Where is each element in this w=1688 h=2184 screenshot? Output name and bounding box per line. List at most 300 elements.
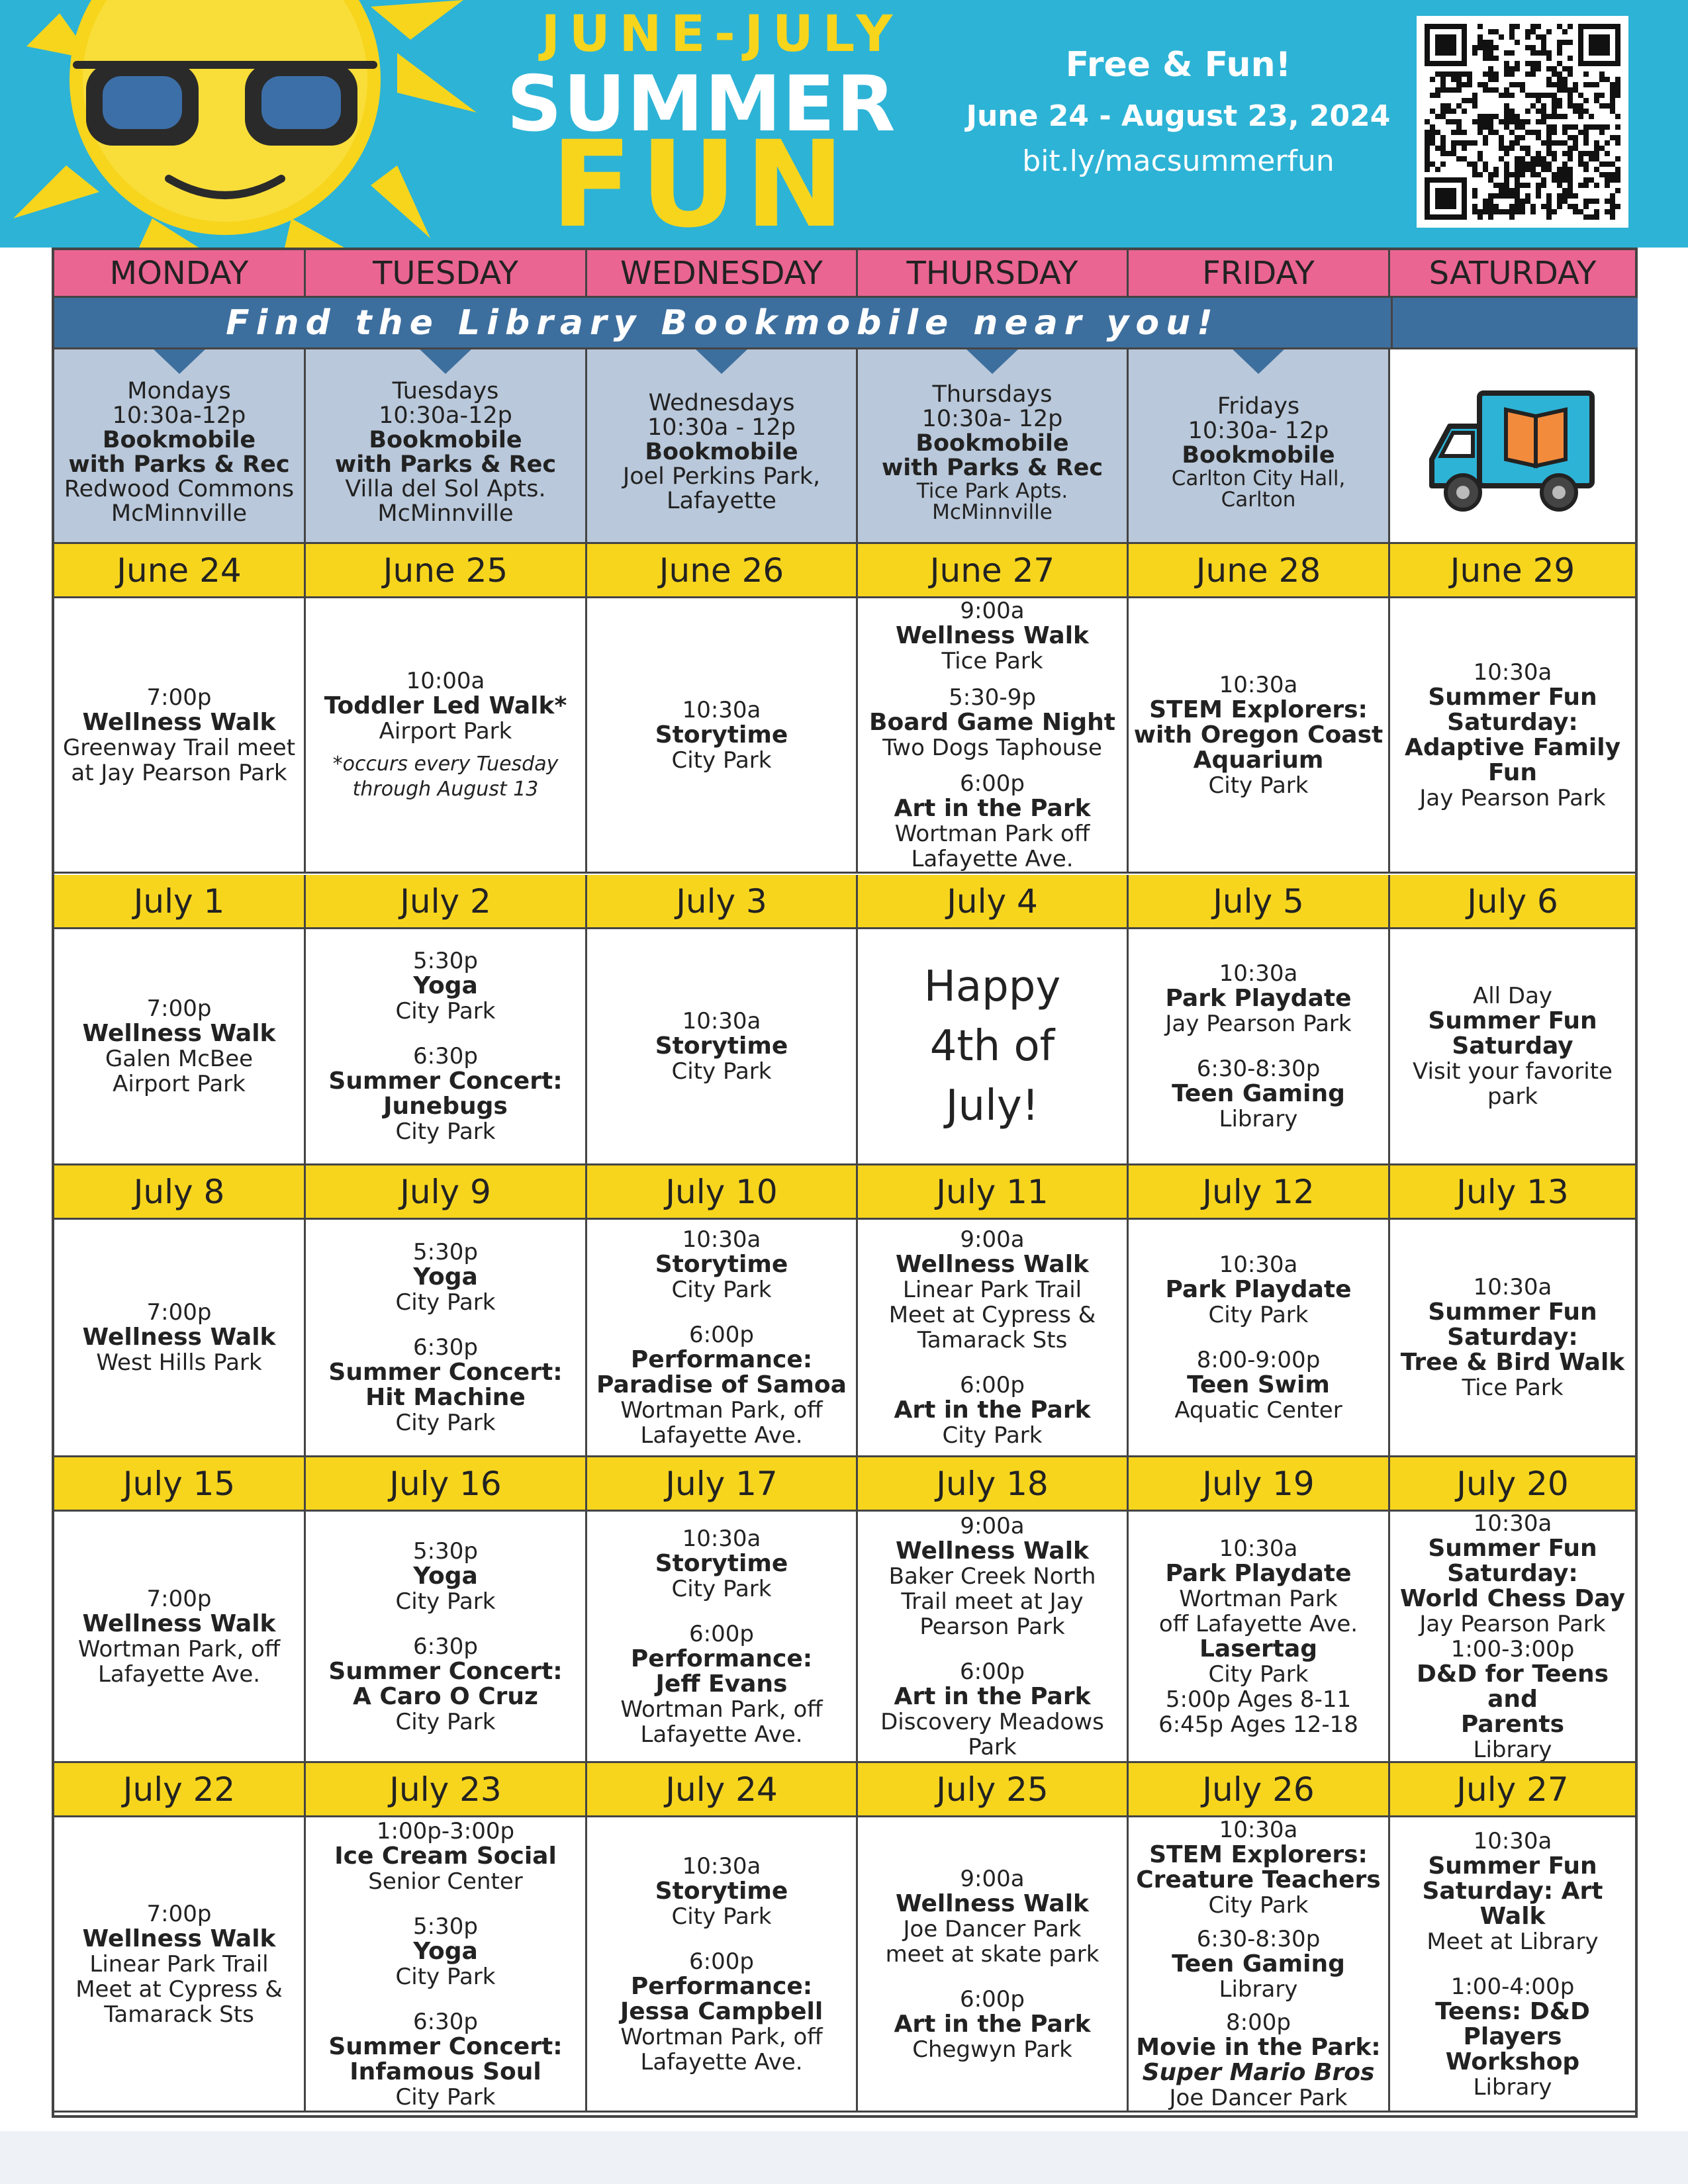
event-title: Wellness Walk [82, 1610, 276, 1637]
event-title: Wellness Walk [896, 1889, 1089, 1917]
event-title: with Oregon Coast [1133, 721, 1383, 749]
arrow-down-icon [152, 349, 207, 374]
event-location: Lafayette Ave. [640, 2048, 803, 2075]
event-time: 10:30a [1219, 1817, 1298, 1843]
bm-day: Wednesdays [648, 390, 795, 416]
event-time: 10:30a [1473, 659, 1552, 686]
event-title: Teen Gaming [1172, 1080, 1345, 1107]
date-cell: July 20 [1390, 1457, 1635, 1512]
event-time: 10:30a [1219, 1251, 1298, 1278]
event-location: Wortman Park, off [77, 1635, 281, 1662]
event-title: Ice Cream Social [334, 1842, 557, 1870]
event-title: Wellness Walk [82, 1925, 276, 1952]
bm-title: Bookmobile [1182, 442, 1335, 469]
event-location: Linear Park Trail [902, 1277, 1082, 1303]
date-cell: June 28 [1129, 544, 1390, 598]
event-location: Wortman Park off [894, 821, 1090, 847]
event-title: Performance: [630, 1972, 813, 2000]
date-cell: July 22 [54, 1763, 306, 1817]
bm-time: 10:30a-12p [379, 402, 512, 429]
event-note: through August 13 [352, 777, 539, 801]
date-cell: July 26 [1129, 1763, 1390, 1817]
event-title: World Chess Day [1400, 1584, 1625, 1612]
event-title: Park Playdate [1165, 1276, 1352, 1303]
event-time: 6:30-8:30p [1196, 1925, 1321, 1952]
event-time: 6:30-8:30p [1196, 1056, 1321, 1082]
event-title: Art in the Park [894, 795, 1091, 822]
event-time: 10:30a [682, 1852, 761, 1880]
event-location: City Park [1208, 1892, 1309, 1919]
date-row [54, 1165, 1635, 1220]
event-location: Senior Center [368, 1868, 523, 1895]
event-time: 7:00p [146, 995, 212, 1022]
event-title: STEM Explorers: [1149, 696, 1368, 723]
event-title: Wellness Walk [82, 1324, 276, 1351]
event-location: Jay Pearson Park [1419, 784, 1606, 811]
event-time: 10:30a [682, 1008, 761, 1034]
event-location: Discovery Meadows Park [880, 1708, 1104, 1760]
event-location: City Park [671, 747, 772, 774]
event-location: City Park [671, 1575, 772, 1602]
page-footer-strip [0, 2131, 1688, 2184]
date-cell: July 17 [587, 1457, 858, 1512]
event-title: Park Playdate [1165, 985, 1352, 1012]
event-time: 10:30a [682, 696, 761, 723]
event-time: 6:00p [960, 770, 1025, 797]
event-location: City Park [671, 1058, 772, 1085]
event-title: Summer Fun [1428, 1852, 1597, 1880]
event-location: Meet at Cypress & [75, 1976, 283, 2003]
event-note: *occurs every Tuesday [332, 752, 559, 776]
event-location: Wortman Park [1179, 1585, 1338, 1612]
event-time: 9:00a [960, 598, 1025, 624]
event-time: 8:00p [1226, 2009, 1291, 2036]
event-location: City Park [395, 1289, 496, 1316]
day-events-thu [858, 929, 1129, 1165]
date-cell: July 27 [1390, 1763, 1635, 1817]
event-location: Galen McBee [105, 1046, 254, 1072]
date-range: June 24 - August 23, 2024 [966, 99, 1391, 133]
day-events-fri [1129, 1220, 1390, 1457]
event-location: Airport Park [113, 1071, 246, 1097]
event-location: City Park [1208, 1302, 1309, 1328]
event-location: Library [1219, 1106, 1298, 1132]
event-title: Parents [1460, 1710, 1565, 1738]
event-title: Toddler Led Walk* [324, 692, 567, 719]
website-link[interactable]: bit.ly/macsummerfun [1022, 144, 1335, 178]
event-time: 6:00p [960, 1985, 1025, 2013]
day-events-tue [306, 598, 587, 874]
event-time: 10:30a [682, 1226, 761, 1253]
bm-title: Bookmobile [369, 426, 522, 453]
bm-time: 10:30a - 12p [647, 414, 796, 441]
event-title: Fun [1487, 758, 1538, 786]
day-events-tue [306, 1512, 587, 1763]
event-title: Art in the Park [894, 1396, 1091, 1424]
event-time: 10:30a [1473, 1274, 1552, 1300]
arrow-down-icon [1231, 349, 1286, 374]
weekday-wednesday: WEDNESDAY [587, 250, 858, 298]
event-time: 9:00a [960, 1512, 1025, 1539]
event-location: Two Dogs Taphouse [882, 734, 1102, 761]
day-events-fri [1129, 929, 1390, 1165]
event-location: City Park [942, 1422, 1043, 1449]
date-cell: July 2 [306, 875, 587, 929]
date-cell: June 24 [54, 544, 306, 598]
bm-location: Redwood Commons [64, 475, 295, 502]
day-events-wed [587, 598, 858, 874]
bm-city: McMinnville [377, 500, 514, 527]
weekday-friday: FRIDAY [1129, 250, 1390, 298]
event-title: Jessa Campbell [620, 1997, 823, 2025]
bm-day: Thursdays [932, 381, 1053, 408]
event-title: Saturday: [1447, 708, 1578, 736]
event-title: A Caro O Cruz [352, 1682, 539, 1710]
calendar-grid [52, 248, 1638, 2118]
event-time: 10:30a [1219, 1535, 1298, 1562]
event-location: City Park [395, 998, 496, 1024]
event-title: Summer Fun [1428, 683, 1597, 711]
day-events-thu [858, 1512, 1129, 1763]
date-cell: June 25 [306, 544, 587, 598]
bm-city: Lafayette [667, 488, 776, 514]
bookmobile-friday [1129, 349, 1390, 544]
event-location: Visit your favorite [1413, 1058, 1613, 1085]
event-title: Lasertag [1199, 1635, 1318, 1662]
event-time: 10:30a [1473, 1827, 1552, 1854]
event-time: 10:30a [1473, 1512, 1552, 1537]
event-title: Board Game Night [869, 708, 1115, 736]
event-time: 10:00a [406, 667, 485, 694]
day-events-tue [306, 1817, 587, 2113]
event-location: City Park [395, 1588, 496, 1615]
event-title: Performance: [630, 1645, 813, 1672]
event-time: 6:30p [413, 1334, 478, 1361]
event-title: Junebugs [383, 1093, 508, 1120]
date-cell: July 12 [1129, 1165, 1390, 1220]
event-time: 9:00a [960, 1865, 1025, 1892]
title-june-july: JUNE-JULY [541, 4, 902, 63]
date-cell: July 11 [858, 1165, 1129, 1220]
day-events-mon [54, 1220, 306, 1457]
bm-day: Mondays [127, 377, 231, 404]
day-events-fri [1129, 1512, 1390, 1763]
bm-subtitle: with Parks & Rec [334, 451, 557, 478]
bm-location: Carlton City Hall, [1171, 467, 1346, 490]
date-cell: July 1 [54, 875, 306, 929]
event-title: Creature Teachers [1136, 1866, 1381, 1893]
event-title: Yoga [413, 972, 478, 999]
holiday-text: 4th of [929, 1022, 1055, 1071]
event-title: Tree & Bird Walk [1400, 1349, 1625, 1376]
date-row [54, 875, 1635, 929]
event-location: City Park [395, 1708, 496, 1735]
event-title: Summer Concert: [328, 1068, 563, 1095]
date-cell: July 9 [306, 1165, 587, 1220]
event-title: Saturday: [1447, 1324, 1578, 1351]
bm-time: 10:30a- 12p [921, 405, 1063, 432]
day-events-wed [587, 1817, 858, 2113]
event-location: Lafayette Ave. [640, 1721, 803, 1748]
event-title: Storytime [655, 1877, 788, 1905]
title-summer: SUMMER [506, 60, 897, 149]
event-location: 5:00p Ages 8-11 [1165, 1686, 1352, 1713]
event-title: Movie in the Park: [1136, 2034, 1381, 2061]
event-title: Wellness Walk [896, 622, 1089, 649]
event-time: 1:00p-3:00p [376, 1817, 515, 1844]
event-time: 1:00-3:00p [1450, 1635, 1575, 1662]
bm-city: McMinnville [111, 500, 248, 527]
event-title: Park Playdate [1165, 1559, 1352, 1587]
bookmobile-banner: Find the Library Bookmobile near you! [54, 298, 1393, 349]
date-cell: July 18 [858, 1457, 1129, 1512]
date-cell: July 24 [587, 1763, 858, 1817]
event-time: All Day [1472, 983, 1553, 1009]
arrow-down-icon [964, 349, 1020, 374]
day-events-thu [858, 1220, 1129, 1457]
event-location: City Park [395, 1963, 496, 1990]
event-location: Trail meet at Jay [901, 1588, 1084, 1615]
day-events-tue [306, 929, 587, 1165]
event-title: Saturday: [1447, 1559, 1578, 1587]
events-row [54, 1817, 1635, 2113]
event-location: Lafayette Ave. [97, 1661, 261, 1688]
event-title: Art in the Park [894, 2010, 1091, 2038]
event-time: 5:30p [413, 1239, 478, 1265]
event-location: Tice Park [1462, 1375, 1564, 1401]
event-location: Greenway Trail meet [62, 734, 296, 761]
event-location: City Park [671, 1903, 772, 1930]
event-title: STEM Explorers: [1149, 1841, 1368, 1868]
events-row [54, 1512, 1635, 1763]
bm-title: Bookmobile [645, 439, 798, 465]
event-title: Summer Fun [1428, 1534, 1597, 1562]
event-time: 7:00p [146, 1900, 212, 1927]
event-title: Storytime [655, 1251, 788, 1278]
holiday-text: July! [945, 1081, 1039, 1130]
date-cell: July 4 [858, 875, 1129, 929]
event-time: 6:00p [960, 1372, 1025, 1398]
bookmobile-saturday [1390, 349, 1635, 544]
day-events-thu [858, 598, 1129, 874]
event-location: Jay Pearson Park [1165, 1011, 1352, 1037]
event-time: 5:30p [413, 1913, 478, 1940]
day-events-mon [54, 929, 306, 1165]
bookmobile-tuesday [306, 349, 587, 544]
date-cell: July 8 [54, 1165, 306, 1220]
event-location: meet at skate park [885, 1940, 1100, 1968]
event-location: Lafayette Ave. [640, 1422, 803, 1449]
date-cell: July 15 [54, 1457, 306, 1512]
bookmobile-wednesday [587, 349, 858, 544]
event-title: Saturday [1452, 1032, 1573, 1060]
event-title: Summer Concert: [328, 1657, 563, 1685]
holiday-text: Happy [923, 962, 1061, 1011]
event-title: Paradise of Samoa [596, 1371, 847, 1398]
date-cell: July 19 [1129, 1457, 1390, 1512]
bm-time: 10:30a- 12p [1188, 418, 1329, 444]
date-cell: July 10 [587, 1165, 858, 1220]
events-row [54, 1220, 1635, 1457]
weekday-header-row [54, 250, 1635, 298]
date-cell: June 27 [858, 544, 1129, 598]
bm-title: Bookmobile [915, 430, 1069, 457]
event-time: 7:00p [146, 1585, 212, 1612]
day-events-fri [1129, 1817, 1390, 2113]
bm-day: Tuesdays [392, 377, 499, 404]
event-film-title: Super Mario Bros [1142, 2059, 1375, 2086]
event-time: 8:00-9:00p [1196, 1347, 1321, 1373]
event-location: Linear Park Trail [89, 1950, 269, 1978]
weekday-saturday: SATURDAY [1390, 250, 1635, 298]
header-banner [0, 0, 1688, 248]
event-location: Airport Park [379, 717, 512, 745]
day-events-sat [1390, 929, 1635, 1165]
event-location: at Jay Pearson Park [71, 759, 287, 786]
event-location: West Hills Park [96, 1349, 262, 1376]
qr-code-icon[interactable] [1417, 16, 1628, 228]
date-cell: July 13 [1390, 1165, 1635, 1220]
event-location: 6:45p Ages 12-18 [1158, 1711, 1358, 1738]
event-location: City Park [395, 1410, 496, 1436]
event-location: Chegwyn Park [912, 2036, 1072, 2063]
event-title: Art in the Park [894, 1682, 1091, 1710]
free-fun-label: Free & Fun! [1065, 45, 1291, 85]
event-time: 9:00a [960, 1226, 1025, 1253]
event-location: Baker Creek North [888, 1563, 1096, 1590]
event-title: Summer Concert: [328, 2032, 563, 2060]
event-title: Hit Machine [365, 1384, 526, 1411]
date-cell: July 16 [306, 1457, 587, 1512]
event-title: Yoga [413, 1937, 478, 1965]
event-location: City Park [395, 2083, 496, 2111]
event-location: Tamarack Sts [917, 1327, 1068, 1353]
sun-with-sunglasses-icon [0, 0, 477, 248]
event-location: Joe Dancer Park [903, 1915, 1082, 1942]
day-events-mon [54, 1817, 306, 2113]
event-title: Adaptive Family [1404, 733, 1621, 761]
date-cell: July 5 [1129, 875, 1390, 929]
event-time: 1:00-4:00p [1450, 1973, 1575, 2000]
date-cell: July 6 [1390, 875, 1635, 929]
title-fun: FUN [551, 116, 853, 248]
weekday-thursday: THURSDAY [858, 250, 1129, 298]
bm-location: Tice Park Apts. [916, 478, 1068, 503]
event-time: 6:30p [413, 2008, 478, 2035]
bookmobile-row [54, 349, 1635, 544]
event-time: 6:00p [689, 1322, 754, 1348]
bm-subtitle: with Parks & Rec [68, 451, 290, 478]
bookmobile-thursday [858, 349, 1129, 544]
day-events-mon [54, 1512, 306, 1763]
event-title: Teen Swim [1187, 1371, 1330, 1398]
event-location: Lafayette Ave. [911, 846, 1074, 872]
event-title: Wellness Walk [896, 1251, 1089, 1278]
event-title: Infamous Soul [350, 2058, 541, 2085]
event-location: Tamarack Sts [104, 2001, 254, 2028]
event-location: Library [1473, 2073, 1552, 2101]
day-events-wed [587, 1220, 858, 1457]
event-title: Performance: [630, 1346, 813, 1373]
event-location: Library [1219, 1976, 1298, 2003]
day-events-tue [306, 1220, 587, 1457]
bm-location: Joel Perkins Park, [622, 463, 821, 490]
weekday-tuesday: TUESDAY [306, 250, 587, 298]
event-time: 10:30a [1219, 671, 1298, 698]
event-location: Pearson Park [919, 1613, 1065, 1640]
day-events-thu [858, 1817, 1129, 2113]
event-title: Summer Concert: [328, 1359, 563, 1386]
event-location: Wortman Park, off [620, 2023, 823, 2050]
bm-city: Carlton [1221, 488, 1296, 512]
event-title: D&D for Teens and [1416, 1660, 1609, 1713]
event-time: 10:30a [682, 1525, 761, 1552]
day-events-wed [587, 929, 858, 1165]
event-time: 7:00p [146, 1299, 212, 1326]
event-title: Jeff Evans [655, 1670, 788, 1698]
event-location: City Park [1208, 1661, 1309, 1688]
event-location: City Park [671, 1277, 772, 1303]
event-title: Storytime [655, 1549, 788, 1577]
event-location: Wortman Park, off [620, 1397, 823, 1424]
bm-time: 10:30a-12p [112, 402, 246, 429]
event-title: Saturday: Art Walk [1422, 1877, 1603, 1930]
event-location: Library [1473, 1736, 1552, 1763]
date-row [54, 1763, 1635, 1817]
day-events-sat [1390, 1512, 1635, 1763]
event-time: 6:00p [960, 1658, 1025, 1685]
day-events-mon [54, 598, 306, 874]
event-time: 6:00p [689, 1948, 754, 1975]
event-location: park [1487, 1083, 1538, 1110]
bm-location: Villa del Sol Apts. [345, 475, 546, 502]
events-row [54, 929, 1635, 1165]
event-title: Summer Fun [1428, 1298, 1597, 1326]
event-title: Yoga [413, 1263, 478, 1291]
event-location: off Lafayette Ave. [1158, 1610, 1358, 1637]
date-cell: June 29 [1390, 544, 1635, 598]
bm-title: Bookmobile [102, 426, 256, 453]
event-title: Storytime [655, 721, 788, 749]
event-time: 5:30p [413, 948, 478, 974]
event-location: Jay Pearson Park [1419, 1610, 1606, 1637]
event-location: Aquatic Center [1174, 1397, 1342, 1424]
event-time: 7:00p [146, 684, 212, 711]
event-time: 5:30p [413, 1537, 478, 1565]
events-row [54, 598, 1635, 874]
day-events-sat [1390, 598, 1635, 874]
bm-day: Fridays [1217, 393, 1300, 420]
bookmobile-truck-icon [1427, 367, 1599, 525]
event-title: Players Workshop [1445, 2023, 1580, 2075]
event-title: Wellness Walk [896, 1537, 1089, 1565]
event-title: Storytime [655, 1032, 788, 1060]
event-location: Meet at Library [1427, 1928, 1599, 1955]
event-title: Yoga [413, 1562, 478, 1590]
event-title: Wellness Walk [82, 708, 276, 736]
event-title: Summer Fun [1428, 1007, 1597, 1034]
event-location: Wortman Park, off [620, 1696, 823, 1723]
date-cell: June 26 [587, 544, 858, 598]
banner-saturday-filler [1393, 298, 1638, 349]
event-location: City Park [395, 1118, 496, 1145]
event-location: Meet at Cypress & [888, 1302, 1096, 1328]
event-location: City Park [1208, 772, 1309, 799]
event-time: 6:30p [413, 1633, 478, 1660]
event-time: 5:30-9p [949, 684, 1036, 711]
day-events-sat [1390, 1817, 1635, 2113]
bookmobile-monday [54, 349, 306, 544]
